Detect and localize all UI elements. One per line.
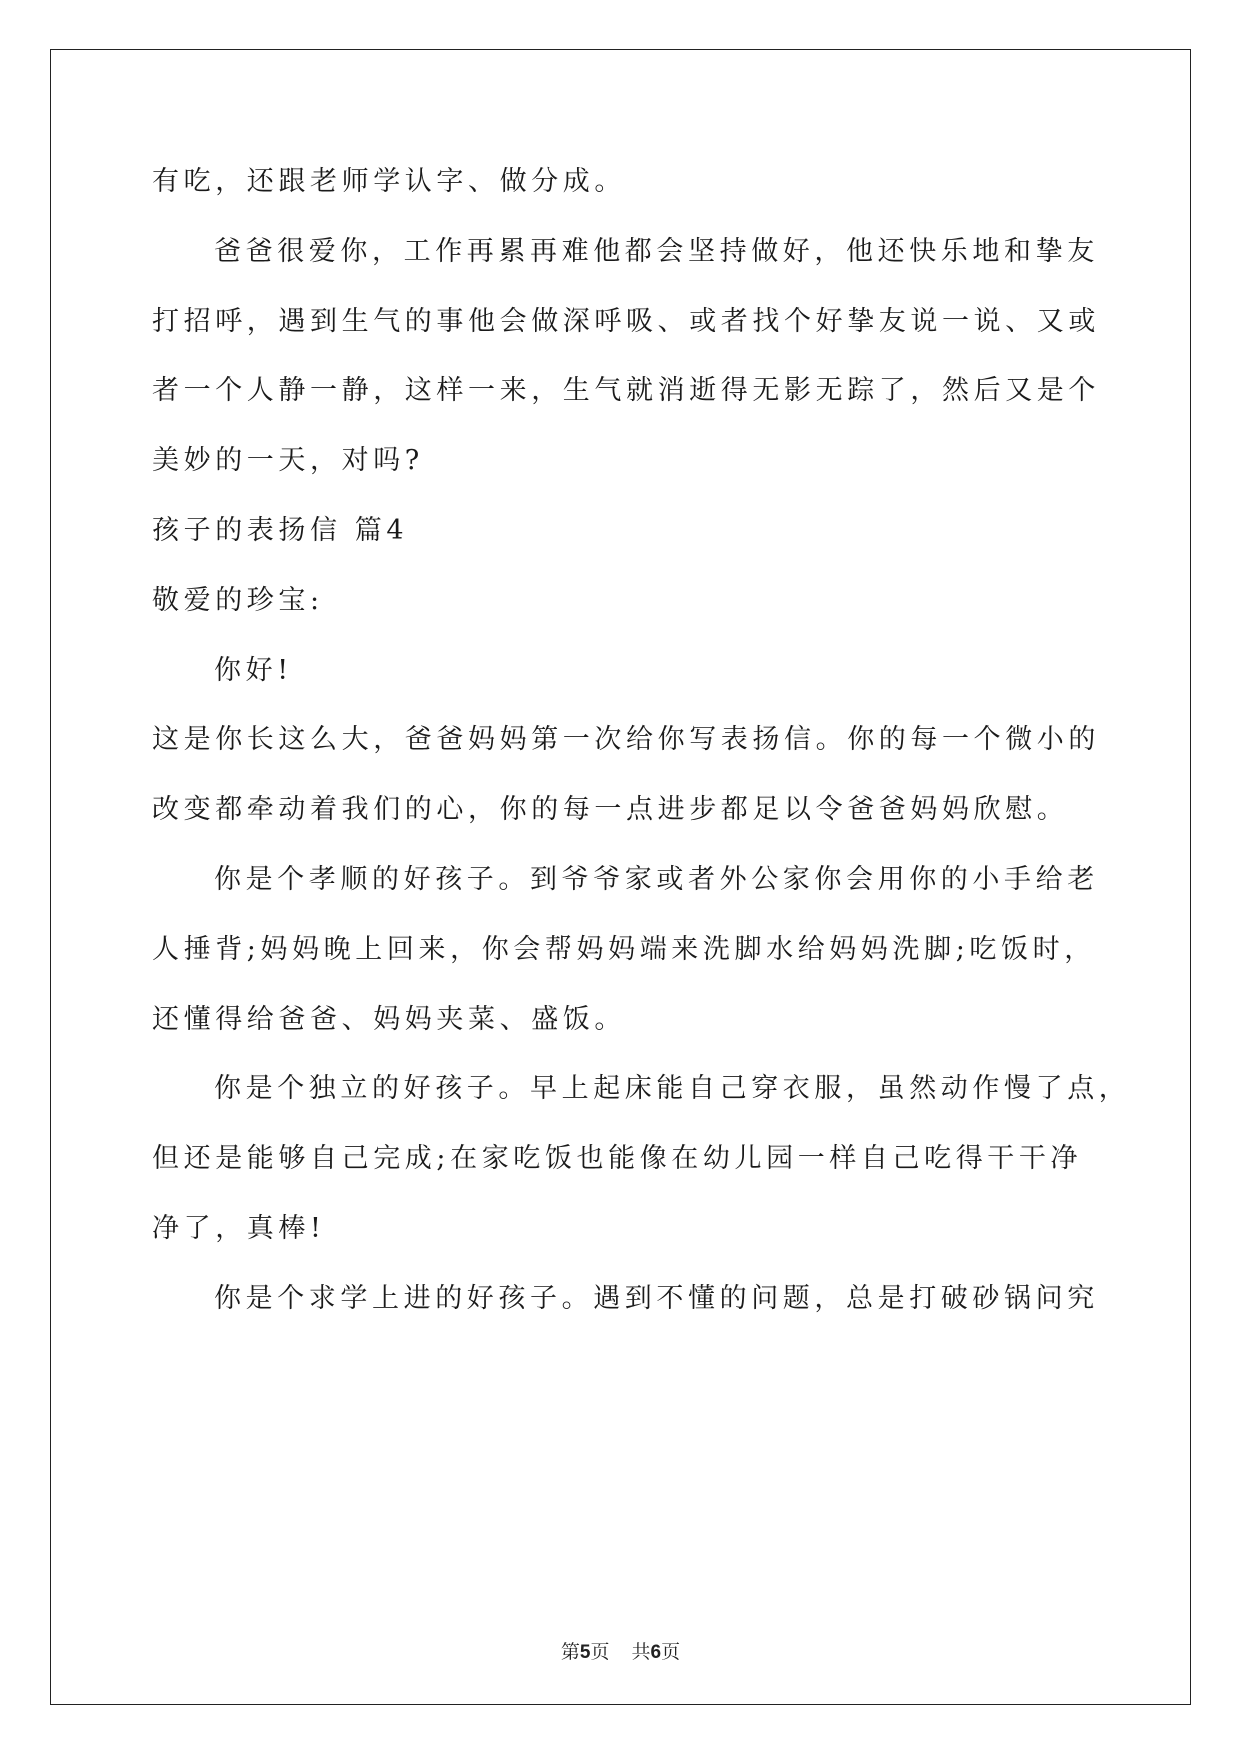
paragraph-line: 还懂得给爸爸、妈妈夹菜、盛饭。 xyxy=(152,1004,626,1035)
page-footer xyxy=(0,1640,1241,1665)
greeting: 你好! xyxy=(214,655,293,686)
paragraph-line: 你是个独立的好孩子。早上起床能自己穿衣服，虽然动作慢了点， xyxy=(214,1073,1131,1104)
paragraph-line: 有吃，还跟老师学认字、做分成。 xyxy=(152,166,626,197)
paragraph-line: 打招呼，遇到生气的事他会做深呼吸、或者找个好挚友说一说、又或 xyxy=(152,306,1100,337)
page-total: 共6页 xyxy=(631,1641,681,1663)
paragraph-line: 但还是能够自己完成;在家吃饭也能像在幼儿园一样自己吃得干干净 xyxy=(152,1143,1083,1174)
paragraph-line: 爸爸很爱你，工作再累再难他都会坚持做好，他还快乐地和挚友 xyxy=(214,236,1099,267)
paragraph-line: 净了，真棒! xyxy=(152,1213,326,1244)
paragraph-line: 你是个求学上进的好孩子。遇到不懂的问题，总是打破砂锅问究 xyxy=(214,1283,1099,1314)
section-heading: 孩子的表扬信 篇4 xyxy=(152,515,409,546)
paragraph-line: 者一个人静一静，这样一来，生气就消逝得无影无踪了，然后又是个 xyxy=(152,375,1100,406)
salutation: 敬爱的珍宝: xyxy=(152,585,324,616)
paragraph-line: 美妙的一天，对吗? xyxy=(152,445,424,476)
paragraph-line: 这是你长这么大，爸爸妈妈第一次给你写表扬信。你的每一个微小的 xyxy=(152,724,1100,755)
paragraph-line: 改变都牵动着我们的心，你的每一点进步都足以令爸爸妈妈欣慰。 xyxy=(152,794,1069,825)
paragraph-line: 人捶背;妈妈晚上回来，你会帮妈妈端来洗脚水给妈妈洗脚;吃饭时， xyxy=(152,934,1096,965)
paragraph-line: 你是个孝顺的好孩子。到爷爷家或者外公家你会用你的小手给老 xyxy=(214,864,1099,895)
page-number: 第5页 xyxy=(560,1641,610,1663)
